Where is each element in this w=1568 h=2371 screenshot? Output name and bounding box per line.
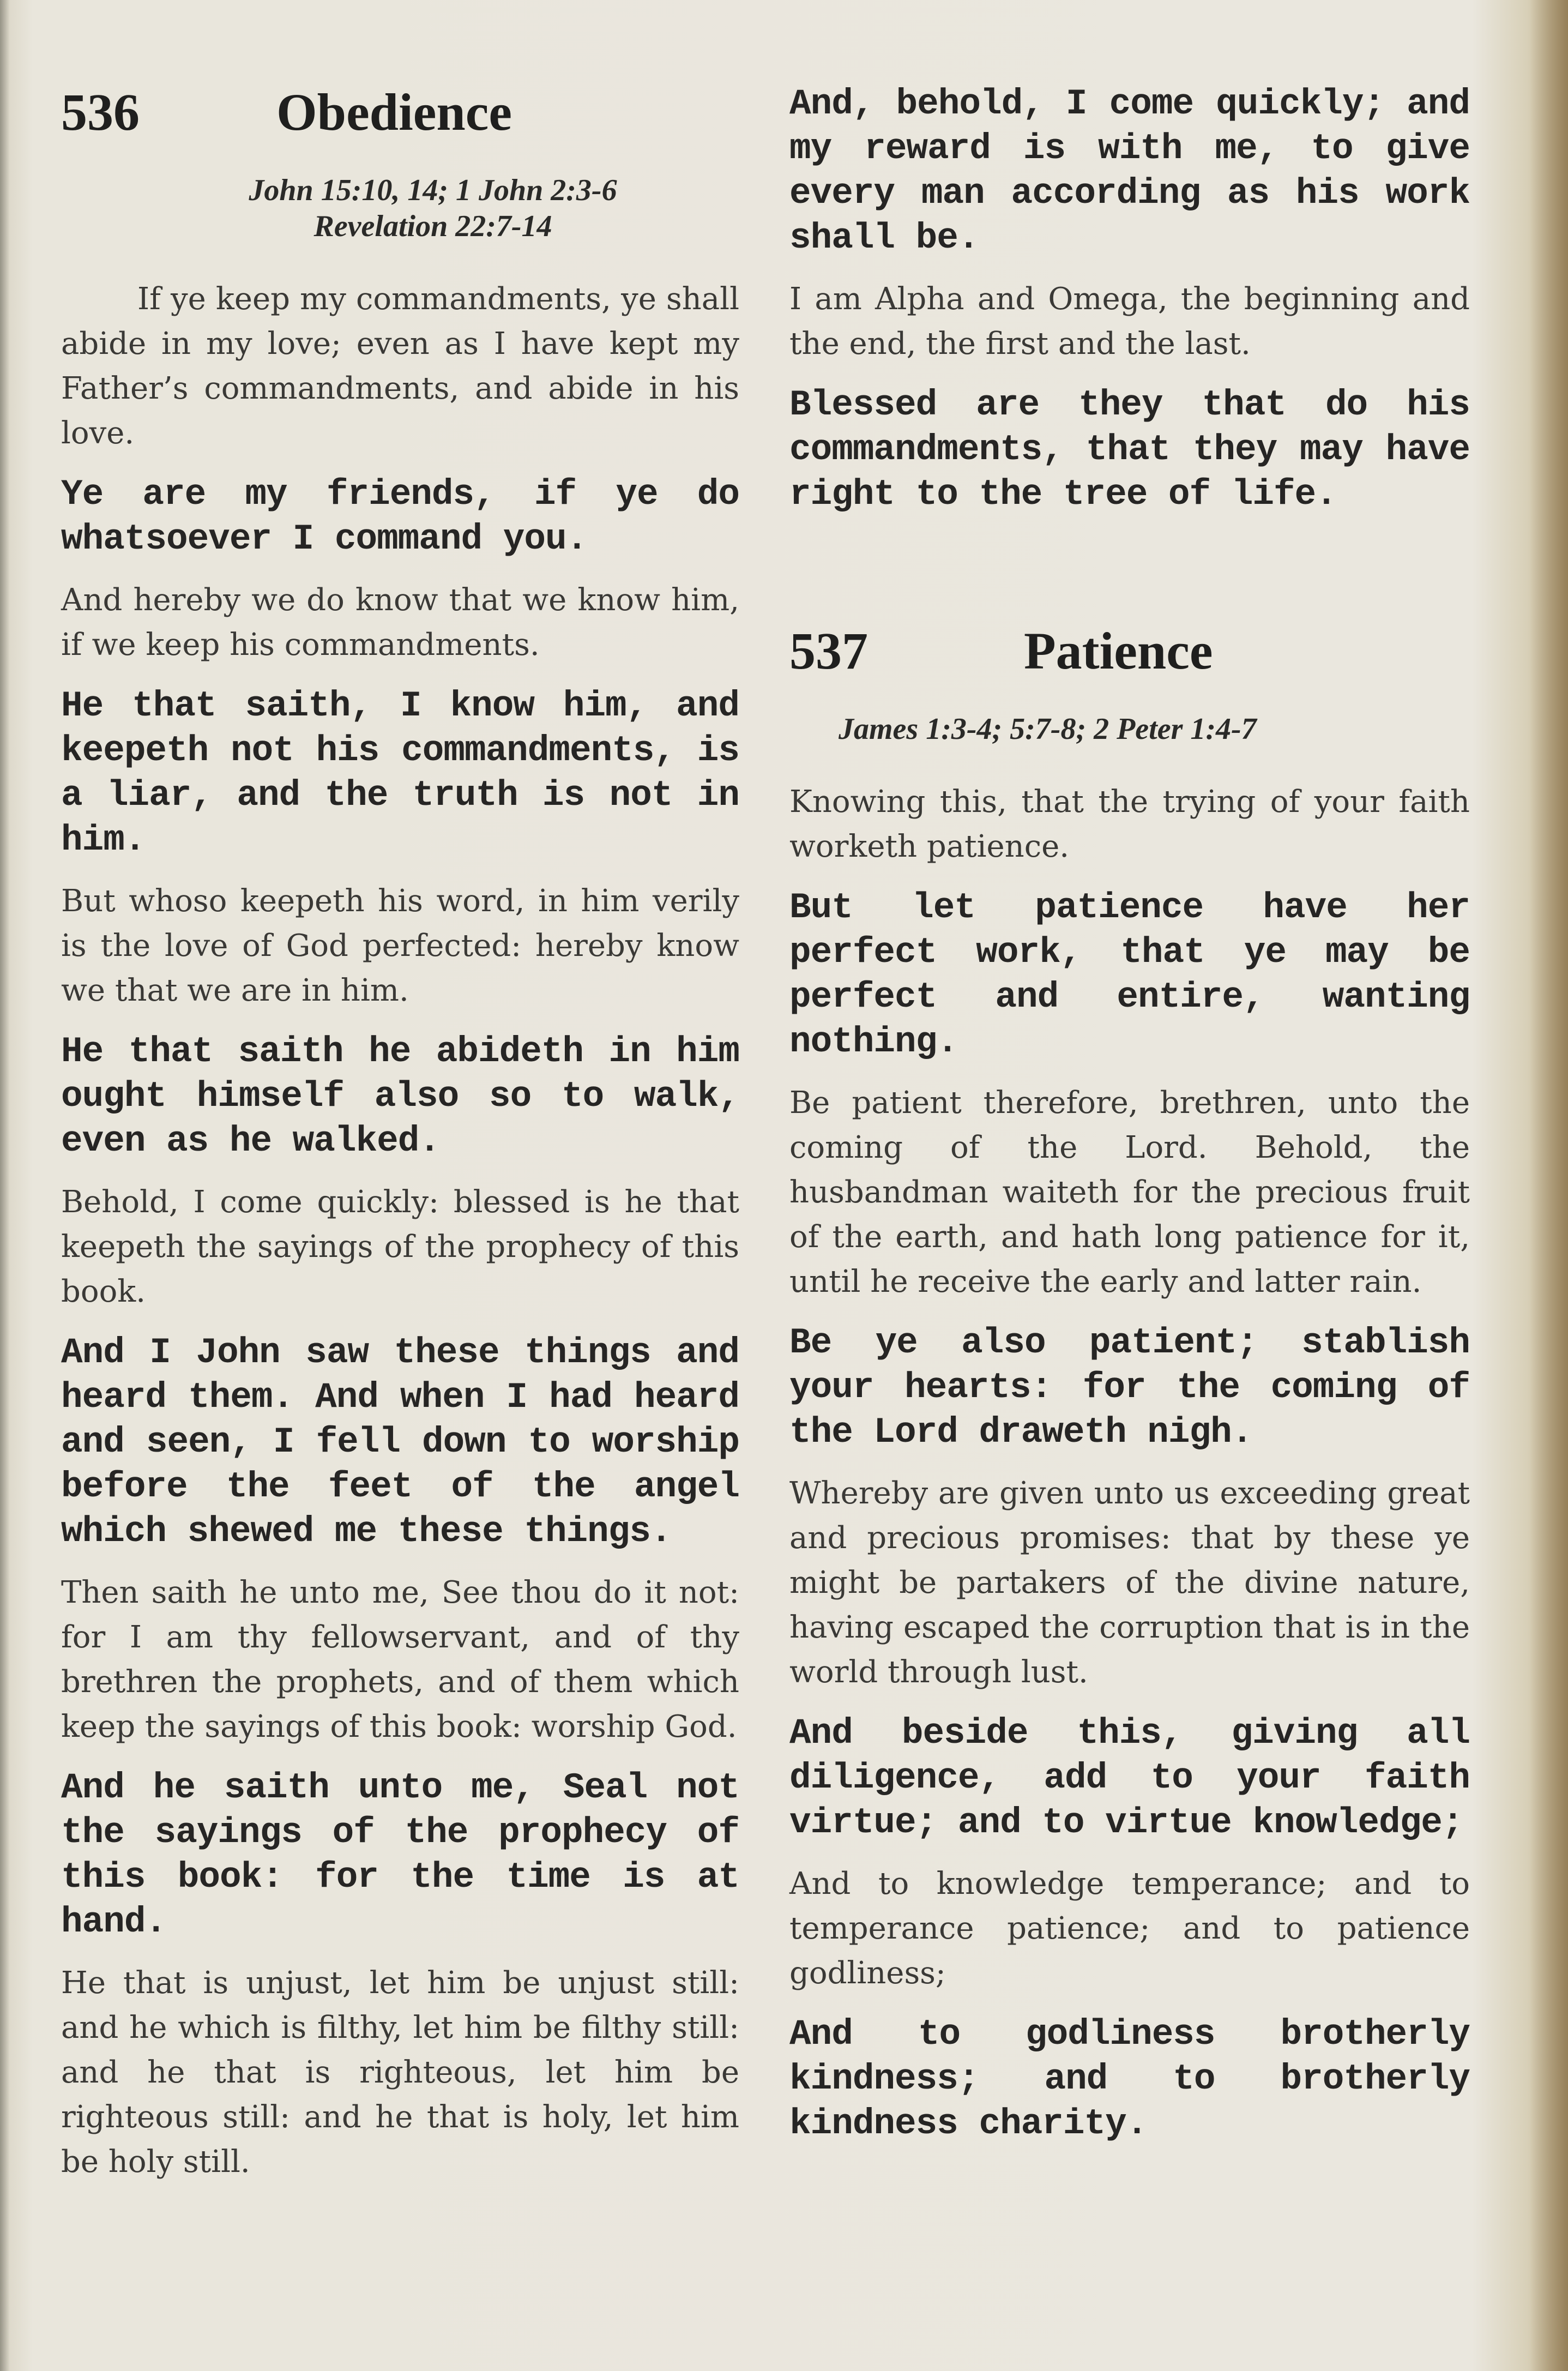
leader-verse: Whereby are given unto us exceeding great and precious promises: that by these ye might be partakers of the divine nature, having escaped the corruption that is in the world through lust.: [789, 1476, 1470, 1690]
scripture-references: [789, 711, 1470, 747]
right-column: [789, 82, 1470, 2163]
leader-verse: Knowing this, that the trying of your faith worketh patience.: [789, 784, 1470, 864]
leader-verse: Then saith he unto me, See thou do it not: for I am thy fellowservant, and of thy brethren the prophets, and of them which keep the sayings of this book: worship God.: [61, 1575, 739, 1744]
response-verse: Blessed are they that do his commandments, that they may have right to the tree of life.: [789, 384, 1470, 515]
reading-header-537: [789, 621, 1470, 691]
leader-verse: Be patient therefore, brethren, unto the coming of the Lord. Behold, the husbandman waiteth for the precious fruit of the earth, and hath long patience for it, until he receive the early and latter rain.: [789, 1085, 1470, 1299]
leader-verse: I am Alpha and Omega, the beginning and the end, the first and the last.: [789, 281, 1470, 362]
reference-line: James 1:3-4; 5:7-8; 2 Peter 1:4-7: [839, 712, 1257, 746]
reading-header-536: [61, 82, 739, 153]
response-verse: And he saith unto me, Seal not the sayings of the prophecy of this book: for the time is at hand.: [61, 1767, 739, 1942]
reading-title: Patience: [1024, 622, 1213, 680]
reference-line: John 15:10, 14; 1 John 2:3-6: [249, 173, 617, 207]
left-column: [61, 82, 739, 2201]
leader-verse: But whoso keepeth his word, in him verily is the love of God perfected: hereby know we that we are in him.: [61, 883, 739, 1008]
reading-number: 536: [61, 83, 140, 141]
response-verse: And I John saw these things and heard them. And when I had heard and seen, I fell down to worship before the feet of the angel which shewed me these things.: [61, 1332, 739, 1552]
scripture-references: [61, 172, 739, 244]
response-verse: And beside this, giving all diligence, add to your faith virtue; and to virtue knowledge;: [789, 1713, 1470, 1843]
reading-title: Obedience: [276, 83, 512, 141]
page-gutter-shadow: [0, 0, 10, 2371]
section-spacer: [789, 533, 1470, 621]
response-verse: And, behold, I come quickly; and my reward is with me, to give every man according as his work shall be.: [789, 83, 1470, 258]
response-verse: Be ye also patient; stablish your hearts: for the coming of the Lord draweth nigh.: [789, 1322, 1470, 1453]
page-edge-shadow: [1530, 0, 1568, 2371]
leader-verse: And hereby we do know that we know him, if we keep his commandments.: [61, 582, 739, 663]
leader-verse: He that is unjust, let him be unjust still: and he which is filthy, let him be filthy still: and he that is righteous, let him be righteous still: and he that is holy, let him be holy still.: [61, 1965, 739, 2180]
leader-verse: And to knowledge temperance; and to temperance patience; and to patience godliness;: [789, 1866, 1470, 1991]
response-verse: Ye are my friends, if ye do whatsoever I command you.: [61, 474, 739, 559]
reference-line: Revelation 22:7-14: [313, 209, 552, 243]
response-verse: And to godliness brotherly kindness; and to brotherly kindness charity.: [789, 2014, 1470, 2144]
leader-verse: Behold, I come quickly: blessed is he that keepeth the sayings of the prophecy of this book.: [61, 1184, 739, 1309]
response-verse: But let patience have her perfect work, that ye may be perfect and entire, wanting nothing.: [789, 887, 1470, 1062]
response-verse: He that saith he abideth in him ought himself also so to walk, even as he walked.: [61, 1031, 739, 1162]
reading-number: 537: [789, 622, 868, 680]
response-verse: He that saith, I know him, and keepeth not his commandments, is a liar, and the truth is not in him.: [61, 685, 739, 860]
leader-verse: If ye keep my commandments, ye shall abide in my love; even as I have kept my Father’s commandments, and abide in his love.: [61, 281, 739, 451]
